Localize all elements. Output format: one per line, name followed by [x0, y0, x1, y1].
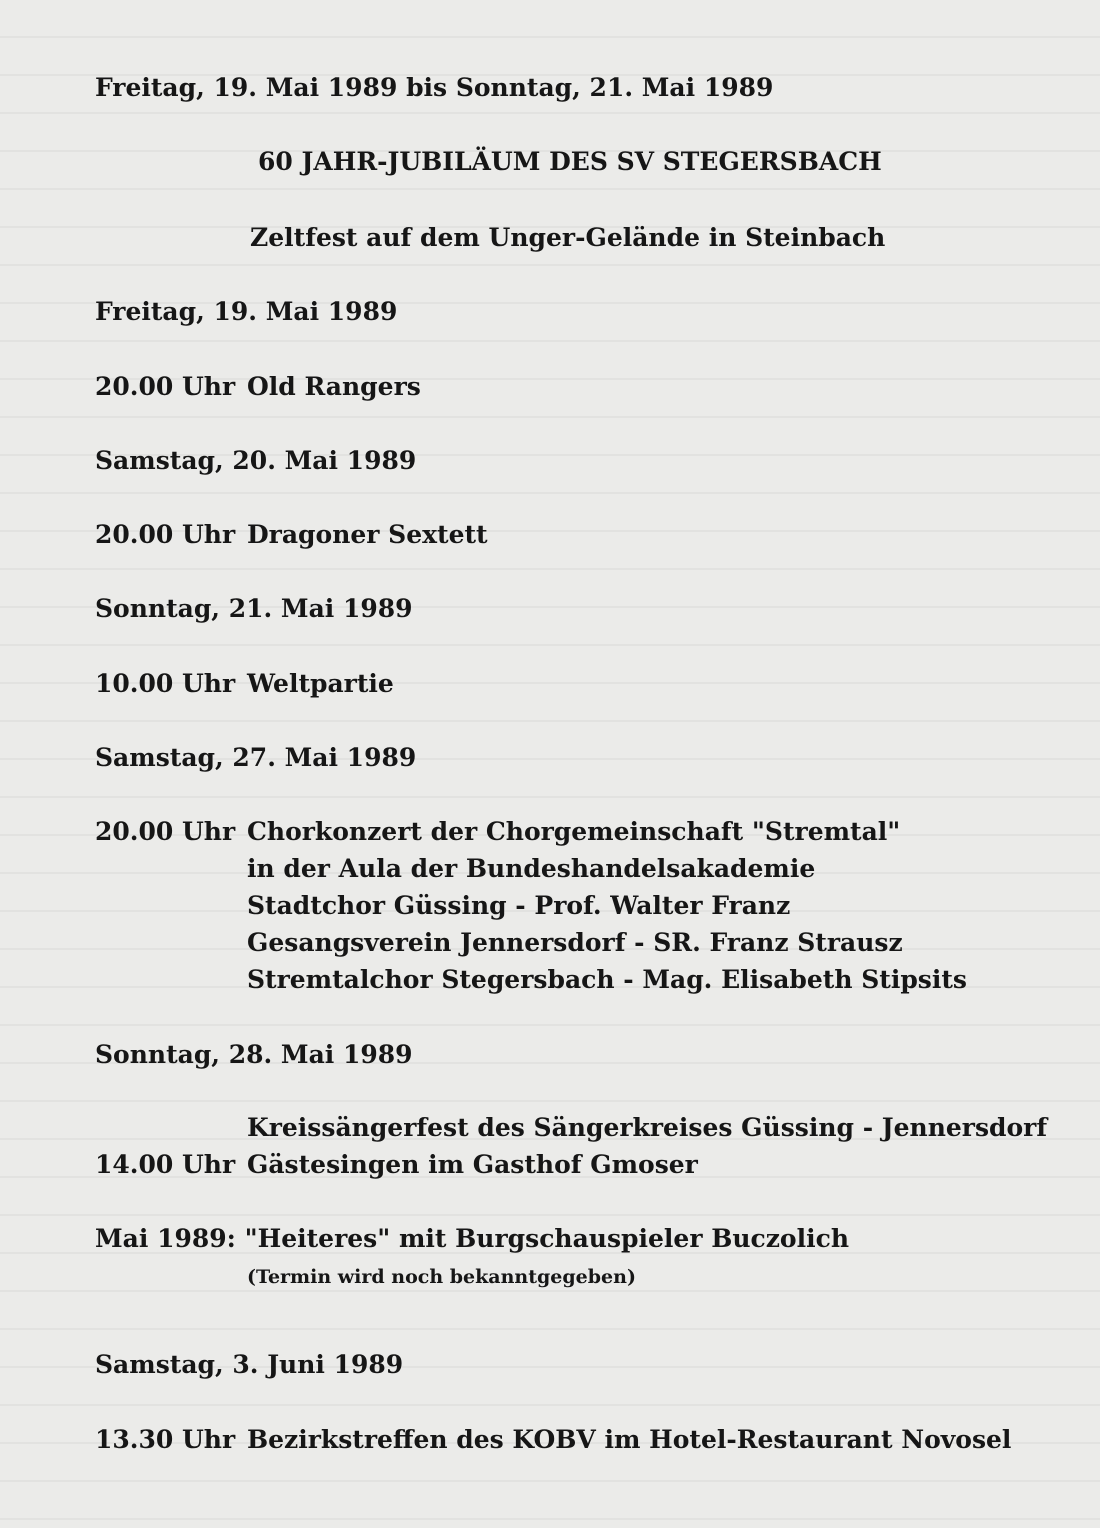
date-heading-text: Samstag, 20. Mai 1989: [95, 446, 417, 475]
date-heading-sun-28: [95, 1040, 413, 1070]
event-text: Dragoner Sextett: [247, 520, 488, 549]
event-time: 10.00 Uhr: [95, 669, 236, 698]
date-heading-fri-19: [95, 297, 397, 327]
event-time: 20.00 Uhr: [95, 817, 236, 846]
date-heading-sat-3-june: [95, 1350, 403, 1380]
event-detail-text: Stremtalchor Stegersbach - Mag. Elisabeth Stipsits: [247, 965, 967, 994]
event-time: 20.00 Uhr: [95, 372, 236, 401]
date-heading-sat-27: [95, 743, 416, 773]
event-text: Chorkonzert der Chorgemeinschaft "Stremtal": [247, 817, 901, 846]
event-entry-weltpartie: [95, 669, 394, 699]
event-range-text: Freitag, 19. Mai 1989 bis Sonntag, 21. Mai 1989: [95, 73, 774, 102]
event-text: Gästesingen im Gasthof Gmoser: [247, 1150, 698, 1179]
event-entry-gaestesingen: [95, 1150, 698, 1180]
jubilee-title-text: 60 JAHR-JUBILÄUM DES SV STEGERSBACH: [258, 147, 882, 176]
event-detail-stadtchor: [247, 891, 790, 921]
event-time: 20.00 Uhr: [95, 520, 236, 549]
event-detail-aula: [247, 854, 815, 884]
event-time: 13.30 Uhr: [95, 1425, 236, 1454]
date-heading-text: Sonntag, 21. Mai 1989: [95, 594, 413, 623]
date-heading-text: Sonntag, 28. Mai 1989: [95, 1040, 413, 1069]
event-entry-old-rangers: [95, 372, 421, 402]
event-text: Weltpartie: [247, 669, 394, 698]
event-text: Bezirkstreffen des KOBV im Hotel-Restaurant Novosel: [247, 1425, 1012, 1454]
event-entry-chorkonzert: [95, 817, 900, 847]
event-entry-bezirkstreffen: [95, 1425, 1011, 1455]
date-heading-sun-21: [95, 594, 413, 624]
date-heading-sat-20: [95, 446, 416, 476]
event-text: Kreissängerfest des Sängerkreises Güssing - Jennersdorf: [247, 1113, 1048, 1142]
event-kreissaengerfest: [247, 1113, 1047, 1143]
jubilee-title: [258, 147, 882, 177]
event-detail-text: Stadtchor Güssing - Prof. Walter Franz: [247, 891, 791, 920]
event-text: Mai 1989: "Heiteres" mit Burgschauspieler Buczolich: [95, 1224, 850, 1253]
event-detail-stremtalchor: [247, 965, 967, 995]
event-note-text: (Termin wird noch bekanntgegeben): [247, 1266, 636, 1288]
date-heading-text: Freitag, 19. Mai 1989: [95, 297, 398, 326]
event-text: Old Rangers: [247, 372, 421, 401]
event-range-heading: [95, 73, 773, 103]
zeltfest-subtitle: [250, 223, 885, 253]
event-detail-text: Gesangsverein Jennersdorf - SR. Franz Strausz: [247, 928, 903, 957]
event-entry-dragoner-sextett: [95, 520, 488, 550]
date-heading-text: Samstag, 27. Mai 1989: [95, 743, 417, 772]
event-note: [247, 1262, 636, 1292]
event-time: 14.00 Uhr: [95, 1150, 236, 1179]
event-detail-gesangsverein: [247, 928, 903, 958]
event-detail-text: in der Aula der Bundeshandelsakademie: [247, 854, 816, 883]
date-heading-text: Samstag, 3. Juni 1989: [95, 1350, 404, 1379]
event-heiteres: [95, 1224, 849, 1254]
zeltfest-subtitle-text: Zeltfest auf dem Unger-Gelände in Steinbach: [250, 223, 886, 252]
